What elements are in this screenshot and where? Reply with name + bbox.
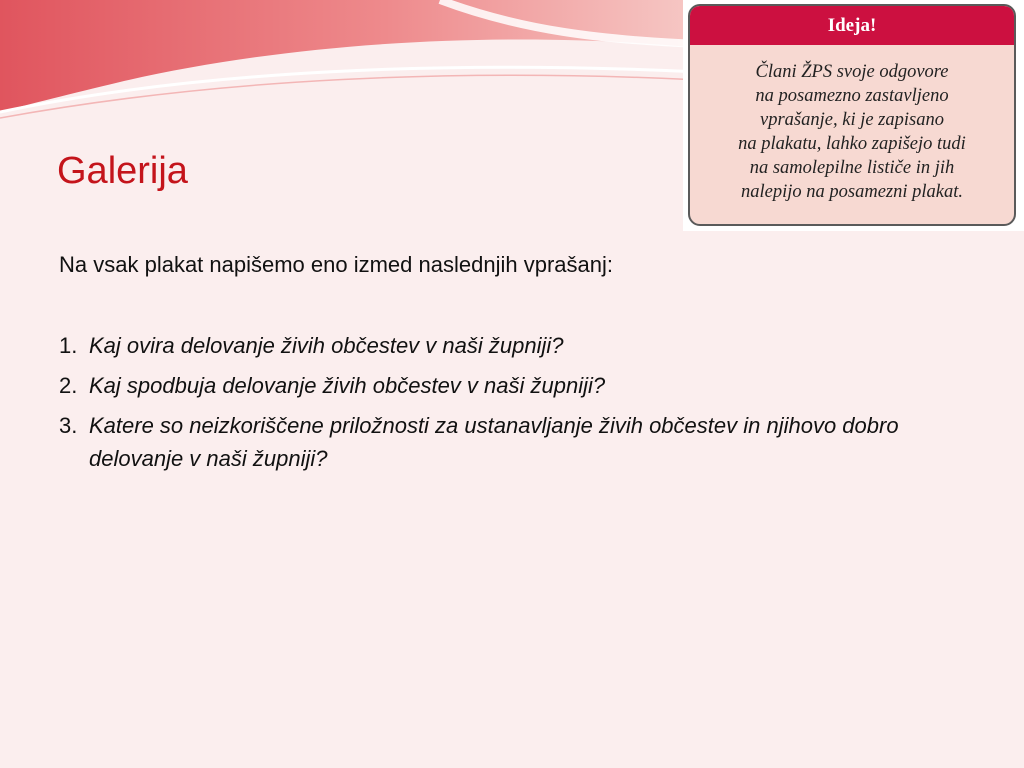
idea-line: na plakatu, lahko zapišejo tudi: [738, 134, 966, 154]
intro-text: Na vsak plakat napišemo eno izmed naslednjih vprašanj:: [59, 252, 613, 277]
idea-line: Člani ŽPS svoje odgovore: [755, 62, 949, 82]
question-item: [59, 329, 989, 362]
idea-line: na samolepilne lističe in jih: [749, 158, 955, 178]
idea-box: [688, 4, 1016, 226]
question-number: 2.: [59, 373, 78, 398]
question-text: Katere so neizkoriščene priložnosti za ustanavljanje živih občestev in njihovo dobro delovanje v naši župniji?: [89, 413, 899, 471]
idea-heading: Ideja!: [690, 6, 1014, 45]
idea-line: nalepijo na posamezni plakat.: [741, 182, 963, 202]
question-text: Kaj ovira delovanje živih občestev v naši župniji?: [89, 333, 564, 358]
question-number: 1.: [59, 333, 78, 358]
question-item: [59, 369, 989, 402]
idea-line: vprašanje, ki je zapisano: [760, 110, 944, 130]
idea-callout: [683, 0, 1024, 231]
question-text: Kaj spodbuja delovanje živih občestev v naši župniji?: [89, 373, 606, 398]
idea-text: [690, 45, 1014, 204]
page-title: Galerija: [57, 150, 188, 192]
question-number: 3.: [59, 413, 78, 438]
question-item: [59, 409, 989, 475]
idea-line: na posamezno zastavljeno: [755, 86, 949, 106]
slide-body: [59, 248, 989, 482]
